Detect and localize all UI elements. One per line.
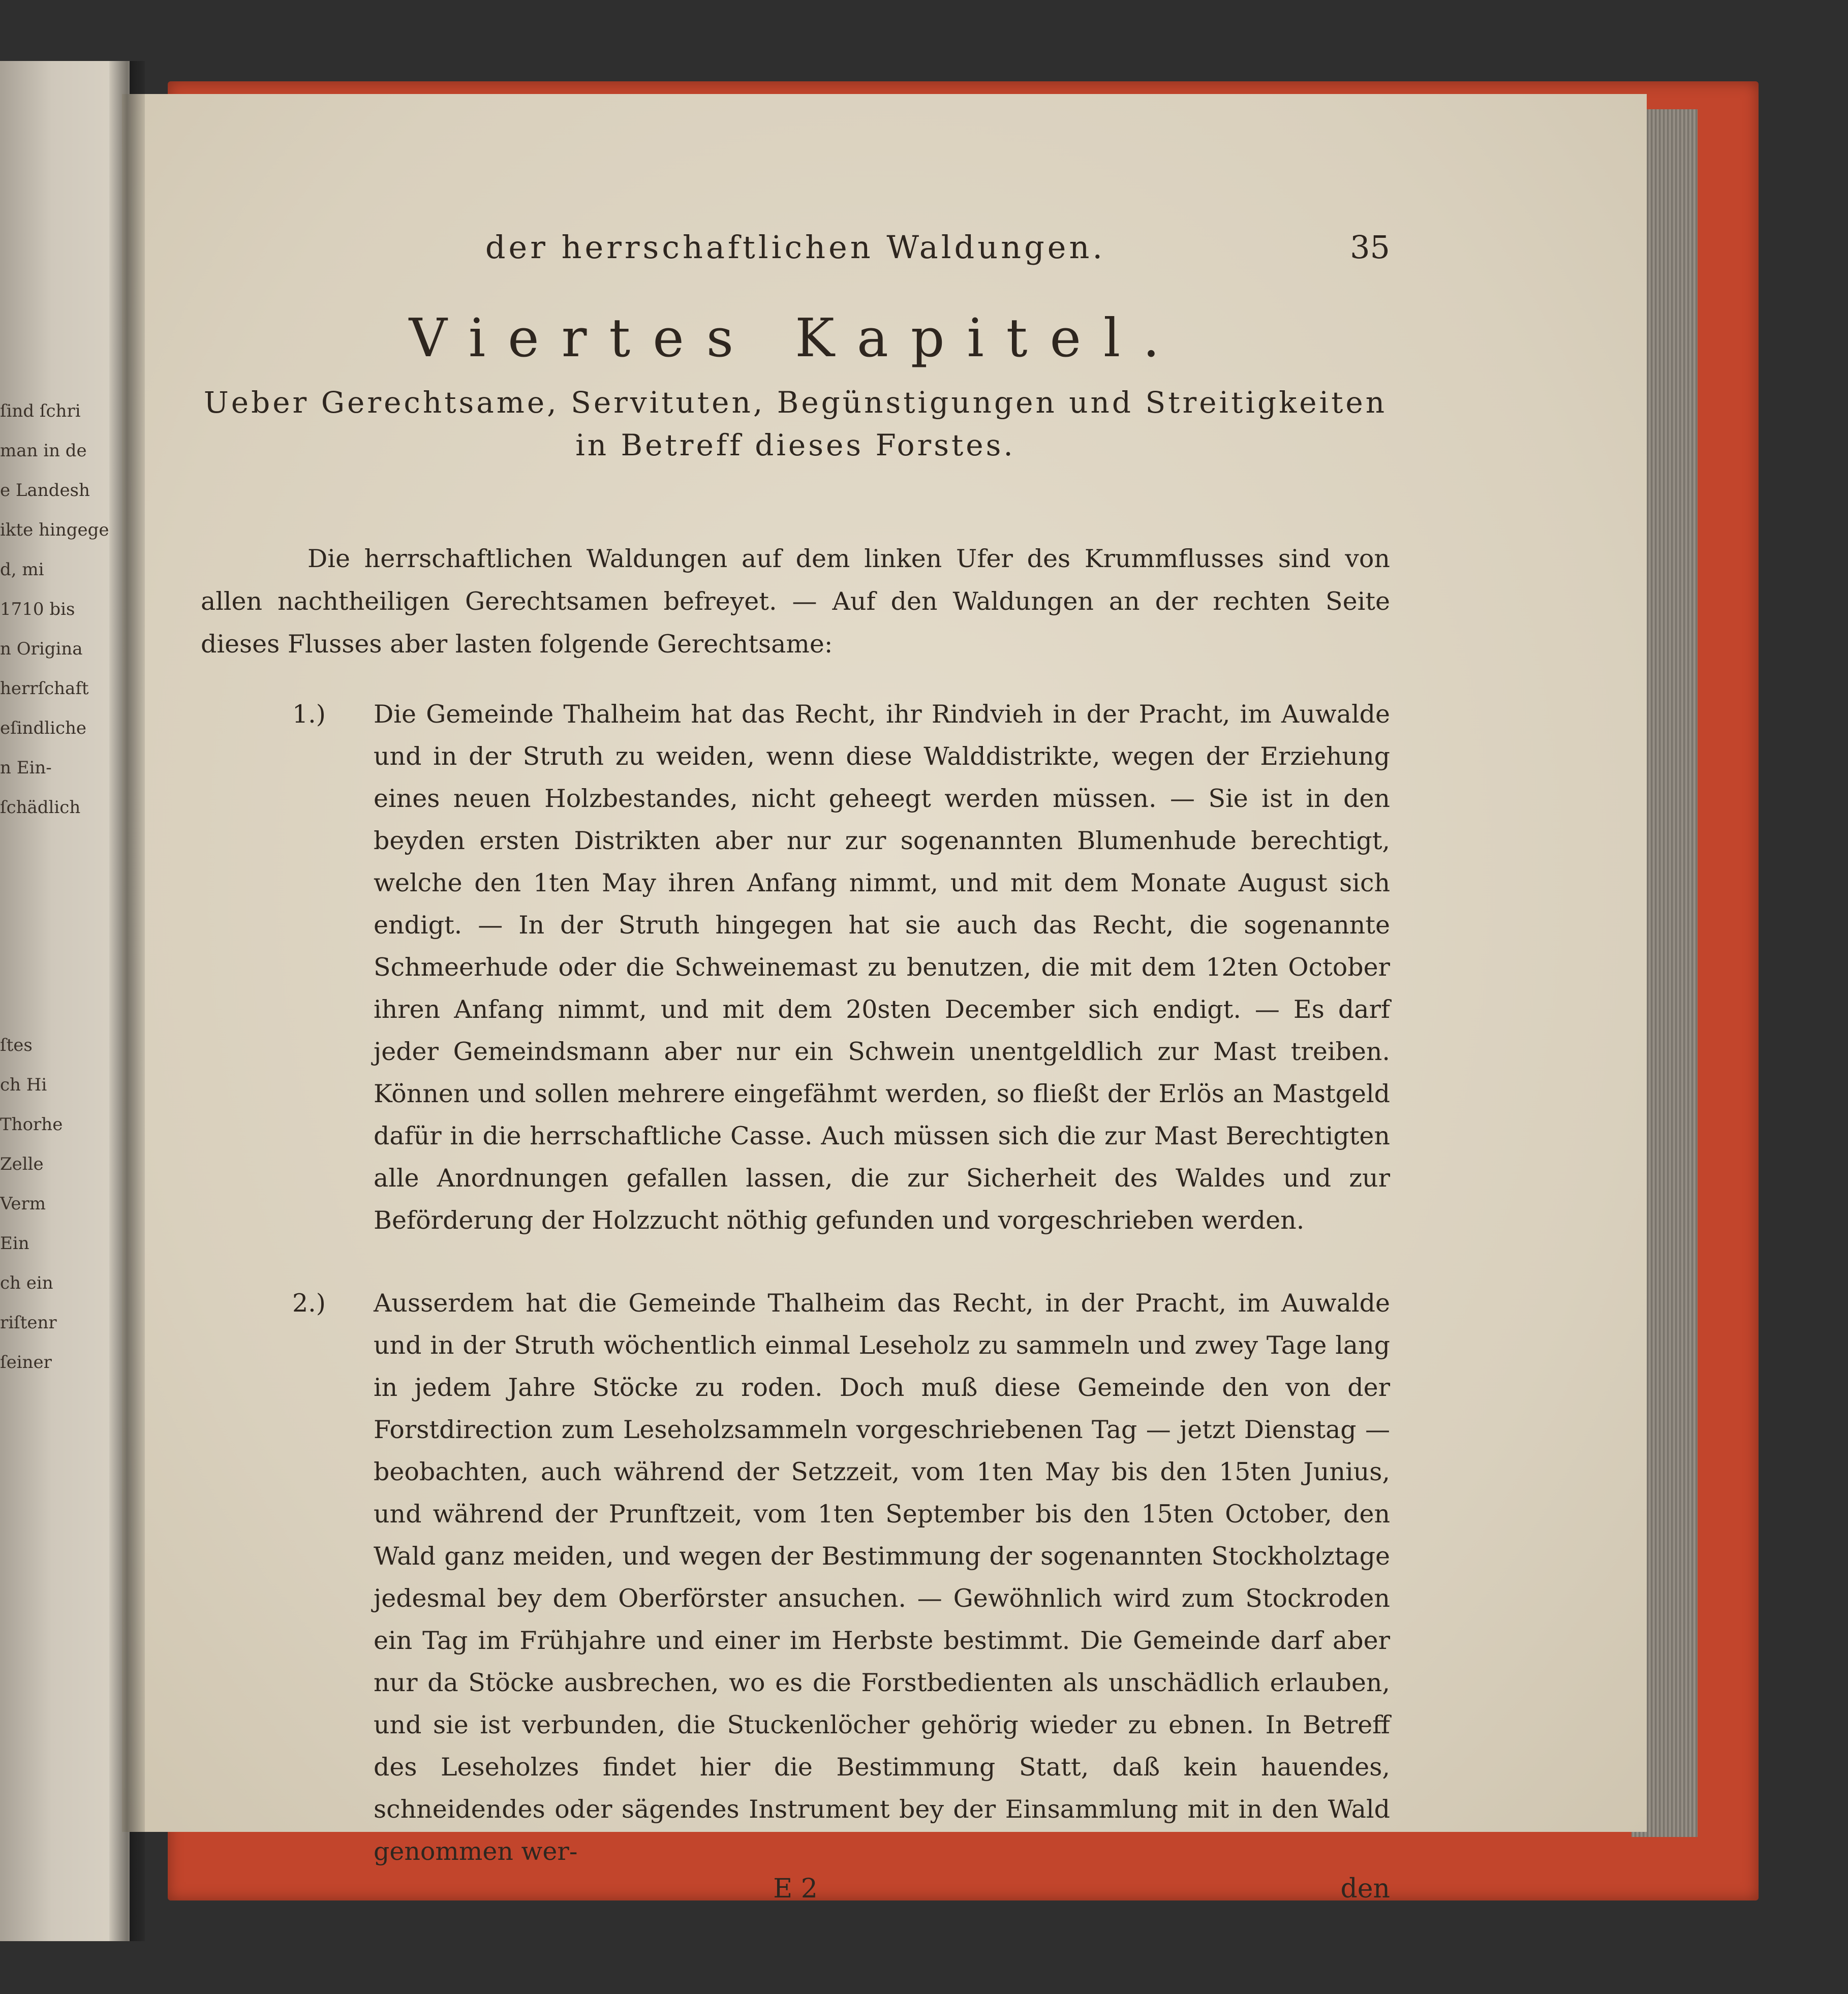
item-text: Die Gemeinde Thalheim hat das Recht, ihr Rindvieh in der Pracht, im Auwalde und in der Struth zu weiden, wenn diese Walddistrikte, wegen der Erziehung eines neuen Holzbestandes, nicht geheegt werden müssen. — Sie ist in den beyden ersten Distrikten aber nur zur sogenannten Blumenhude berechtigt, welche den 1ten May ihren Anfang nimmt, und mit dem Monate August sich endigt. — In der Struth hingegen hat sie auch das Recht, die sogenannte Schmeerhude oder die Schweinemast zu benutzen, die mit dem 12ten October ihren Anfang nimmt, und mit dem 20sten December sich endigt. — Es darf jeder Gemeindsmann aber nur ein Schwein unentgeldlich zur Mast treiben. Können und sollen mehrere eingefähmt werden, so fließt der Erlös an Mastgeld dafür in die herrschaftliche Casse. Auch müssen sich die zur Mast Berechtigten alle Anordnungen gefallen lassen, die zur Sicherheit des Waldes und zur Beförderung der Holzzucht nöthig gefunden und vorgeschrieben werden. bbox=[374, 700, 1390, 1235]
left-page-line: ſind ſchri bbox=[0, 401, 81, 421]
page-footer bbox=[201, 1874, 1390, 1924]
left-page-line: ch ein bbox=[0, 1273, 53, 1293]
left-page-line: Ein bbox=[0, 1233, 29, 1254]
page-number: 35 bbox=[1350, 229, 1390, 266]
left-page-line: Verm bbox=[0, 1194, 46, 1214]
left-page-line bbox=[0, 827, 127, 867]
gutter-shadow bbox=[109, 61, 145, 1941]
chapter-title: Viertes Kapitel. bbox=[409, 307, 1182, 369]
catchword: den bbox=[1340, 1874, 1390, 1904]
left-page-line: ſeiner bbox=[0, 1352, 52, 1373]
left-page-line: n Origina bbox=[0, 639, 83, 659]
left-page-line: man in de bbox=[0, 441, 87, 461]
left-page-line: n Ein- bbox=[0, 758, 52, 778]
item-text: Ausserdem hat die Gemeinde Thalheim das Recht, in der Pracht, im Auwalde und in der Struth wöchentlich einmal Leseholz zu sammeln und zwey Tage lang in jedem Jahre Stöcke zu roden. Doch muß diese Gemeinde den von der Forstdirection zum Leseholzsammeln vorgeschriebenen Tag — jetzt Dienstag — beobachten, auch während der Setzzeit, vom 1ten May bis den 15ten Junius, und während der Prunftzeit, vom 1ten September bis den 15ten October, den Wald ganz meiden, und wegen der Bestimmung der sogenannten Stockholztage jedesmal bey dem Oberförster ansuchen. — Gewöhnlich wird zum Stockroden ein Tag im Frühjahre und einer im Herbste bestimmt. Die Gemeinde darf aber nur da Stöcke ausbrechen, wo es die Forstbedienten als unschädlich erlauben, und sie ist verbunden, die Stuckenlöcher gehörig wieder zu ebnen. In Betreff des Leseholzes findet hier die Bestimmung Statt, daß kein hauendes, schneidendes oder sägendes Instrument bey der Einsammlung mit in den Wald genommen wer- bbox=[374, 1289, 1390, 1866]
signature-mark: E 2 bbox=[773, 1874, 818, 1904]
left-page-line: d, mi bbox=[0, 559, 44, 580]
left-page-line bbox=[0, 907, 127, 946]
chapter-subtitle bbox=[201, 381, 1390, 466]
left-page-line: ſtes bbox=[0, 1035, 33, 1055]
left-page-text bbox=[0, 391, 127, 1382]
left-page-line bbox=[0, 946, 127, 986]
left-page-line: ikte hingege bbox=[0, 520, 109, 540]
text-block bbox=[201, 219, 1390, 1924]
left-page-line: eſindliche bbox=[0, 718, 87, 738]
chapter-subtitle-line-2: in Betreff dieses Forstes. bbox=[575, 428, 1015, 462]
list-item bbox=[201, 693, 1390, 1241]
left-page-line: Zelle bbox=[0, 1154, 44, 1174]
left-page-line: riſtenr bbox=[0, 1313, 57, 1333]
running-head bbox=[201, 219, 1390, 295]
intro-paragraph: Die herrschaftlichen Waldungen auf dem linken Ufer des Krummflusses sind von allen nachtheiligen Gerechtsamen befreyet. — Auf den Waldungen an der rechten Seite dieses Flusses aber lasten folgende Gerechtsame: bbox=[201, 544, 1390, 659]
left-page-line: e Landesh bbox=[0, 480, 90, 501]
item-number: 1.) bbox=[292, 700, 326, 729]
left-page-line: herrſchaft bbox=[0, 678, 89, 699]
left-page-line: Thorhe bbox=[0, 1114, 63, 1135]
left-page-line bbox=[0, 986, 127, 1025]
left-page-line: ch Hi bbox=[0, 1075, 47, 1095]
left-page-line bbox=[0, 867, 127, 907]
running-title: der herrschaftlichen Waldungen. bbox=[485, 229, 1106, 266]
left-page-line: 1710 bis bbox=[0, 599, 75, 619]
chapter-subtitle-line-1: Ueber Gerechtsame, Servituten, Begünstigungen und Streitigkeiten bbox=[203, 385, 1388, 420]
item-number: 2.) bbox=[292, 1289, 326, 1318]
left-page-line: ſchädlich bbox=[0, 797, 81, 818]
list-item bbox=[201, 1282, 1390, 1873]
